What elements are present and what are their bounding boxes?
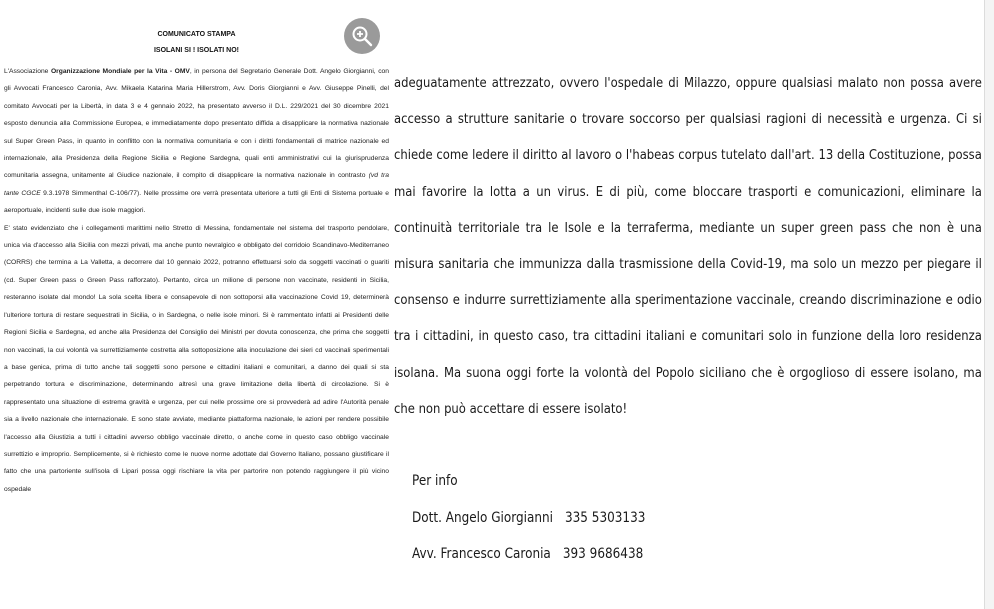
paragraph-1: L'Associazione Organizzazione Mondiale per la Vita - OMV, in persona del Segretario Generale Dott. Angelo Giorgianni, con gli Avvocati Francesco Caronia, Avv. Mikaela Katarina Maria Hillerstrom, Avv. Doris Giorgianni e Avv. Giuseppe Pinelli, del comitato Avvocati per la Libertà, in data 3 e 4 gennaio 2022, ha presentato avverso il D.L. 229/2021 del 30 dicembre 2021 esposto denuncia alla Commissione Europea, e immediatamente dopo presentato diffida a disapplicare la normativa nazionale sul Super Green Pass, in quanto in conflitto con la normativa comunitaria e con i diritti fondamentali di matrice nazionale ed internazionale, alla Presidenza della Regione Sicilia e Regione Sardegna, quali enti amministrativi cui la giurisprudenza comunitaria assegna, unitamente al Giudice nazionale, il compito di disapplicare la normativa nazionale in contrasto (vd tra tante CGCE 9.3.1978 Simmenthal C-106/77). Nelle prossime ore verrà presentata ulteriore a tutti gli Enti di Sistema portuale e aeroportuale, incidenti sulle due isole maggiori. — [4, 68, 389, 215]
organization-name: Organizzazione Mondiale per la Vita - OMV — [50, 68, 190, 75]
contact-row-1 — [412, 503, 645, 540]
paragraph-2: E' stato evidenziato che i collegamenti marittimi nello Stretto di Messina, fondamentale nel sistema del trasporto pendolare, unica via d'accesso alla Sicilia con mezzi privati, ma anche punto nevralgico e obbligato del corridoio Scandinavo-Mediterraneo (CORRS) che termina a La Valletta, a decorrere dal 10 gennaio 2022, potranno effettuarsi solo da soggetti vaccinati o guariti (cd. Super Green pass o Green Pass rafforzato). Pertanto, circa un milione di persone non vaccinate, residenti in Sicilia, resteranno isolate dal mondo! La sola scelta libera e consapevole di non sottoporsi alla vaccinazione Covid 19, determinerà l'ulteriore tortura di restare sequestrati in Sicilia, o in Sardegna, o nelle isole minori. Si è rammentato infatti ai Presidenti delle Regioni Sicilia e Sardegna, ed anche alla Presidenza del Consiglio dei Ministri per dovuta conoscenza, che prima che soggetti non vaccinati, la cui volontà va surrettiziamente costretta alla sottoposizione alla inoculazione dei sieri cd vaccinali sperimentali a base genica, prima di tutto anche tali soggetti sono persone e cittadini italiani e comunitari, a danno dei quali si sta perpetrando tortura e discriminazione, determinando altresì una grave limitazione della libertà di circolazione. Si è rappresentato una situazione di estrema gravità e urgenza, per cui nelle prossime ore si provvederà ad adire l'Autorità penale sia a livello nazionale che internazionale. E sono state avviate, mediante piattaforma nazionale, le azioni per rendere possibile l'accesso alla Giustizia a tutti i cittadini avverso obbligo vaccinale diretto, o anche come in questo caso obbligo vaccinale surrettizio e improprio. Semplicemente, si è richiesto come le nuove norme adottate dal Governo Italiano, possano giustificare il fatto che una partoriente sull'isola di Lipari possa oggi rischiare la vita per partorire non potendo raggiungere il più vicino ospedale — [4, 224, 389, 493]
contact-name: Avv. Francesco Caronia — [412, 546, 551, 562]
contact-phone: 393 9686438 — [562, 546, 644, 562]
document-page-right — [392, 0, 984, 609]
press-release-subtitle: ISOLANI SI ! ISOLATI NO! — [153, 47, 240, 54]
paragraph-continued: adeguatamente attrezzato, ovvero l'ospedale di Milazzo, oppure qualsiasi malato non possa avere accesso a strutture sanitarie o trovare soccorso per qualsiasi ragioni di necessità e urgenza. Ci si chiede come ledere il diritto al lavoro o l'habeas corpus tutelato dall'art. 13 della Costituzione, possa mai favorire la lotta a un virus. E di più, come bloccare trasporti e comunicazioni, eliminare la continuità territoriale tra le Isole e la terraferma, mediante un super green pass che non è una misura sanitaria che immunizza dalla trasmissione della Covid-19, ma solo un mezzo per piegare il consenso e indurre surrettiziamente alla sperimentazione vaccinale, creando discriminazione e odio tra i cittadini, in questo caso, tra cittadini italiani e comunitari solo in funzione della loro residenza isolana. Ma suona oggi forte la volontà del Popolo siciliano che è orgoglioso di essere isolano, ma che non può accettare di essere isolato! — [394, 76, 982, 417]
contact-label: Per info — [412, 473, 458, 489]
contact-row-2 — [412, 539, 645, 576]
citation: (vd tra tante CGCE — [4, 172, 389, 197]
contact-phone: 335 5303133 — [564, 509, 646, 526]
press-release-title: COMUNICATO STAMPA — [157, 31, 236, 38]
document-page-left — [0, 0, 392, 609]
contact-name: Dott. Angelo Giorgianni — [412, 509, 553, 526]
contact-info — [412, 466, 645, 576]
zoom-in-button[interactable] — [344, 18, 380, 54]
zoom-in-icon — [351, 25, 373, 47]
scrollbar-track[interactable] — [984, 0, 994, 609]
